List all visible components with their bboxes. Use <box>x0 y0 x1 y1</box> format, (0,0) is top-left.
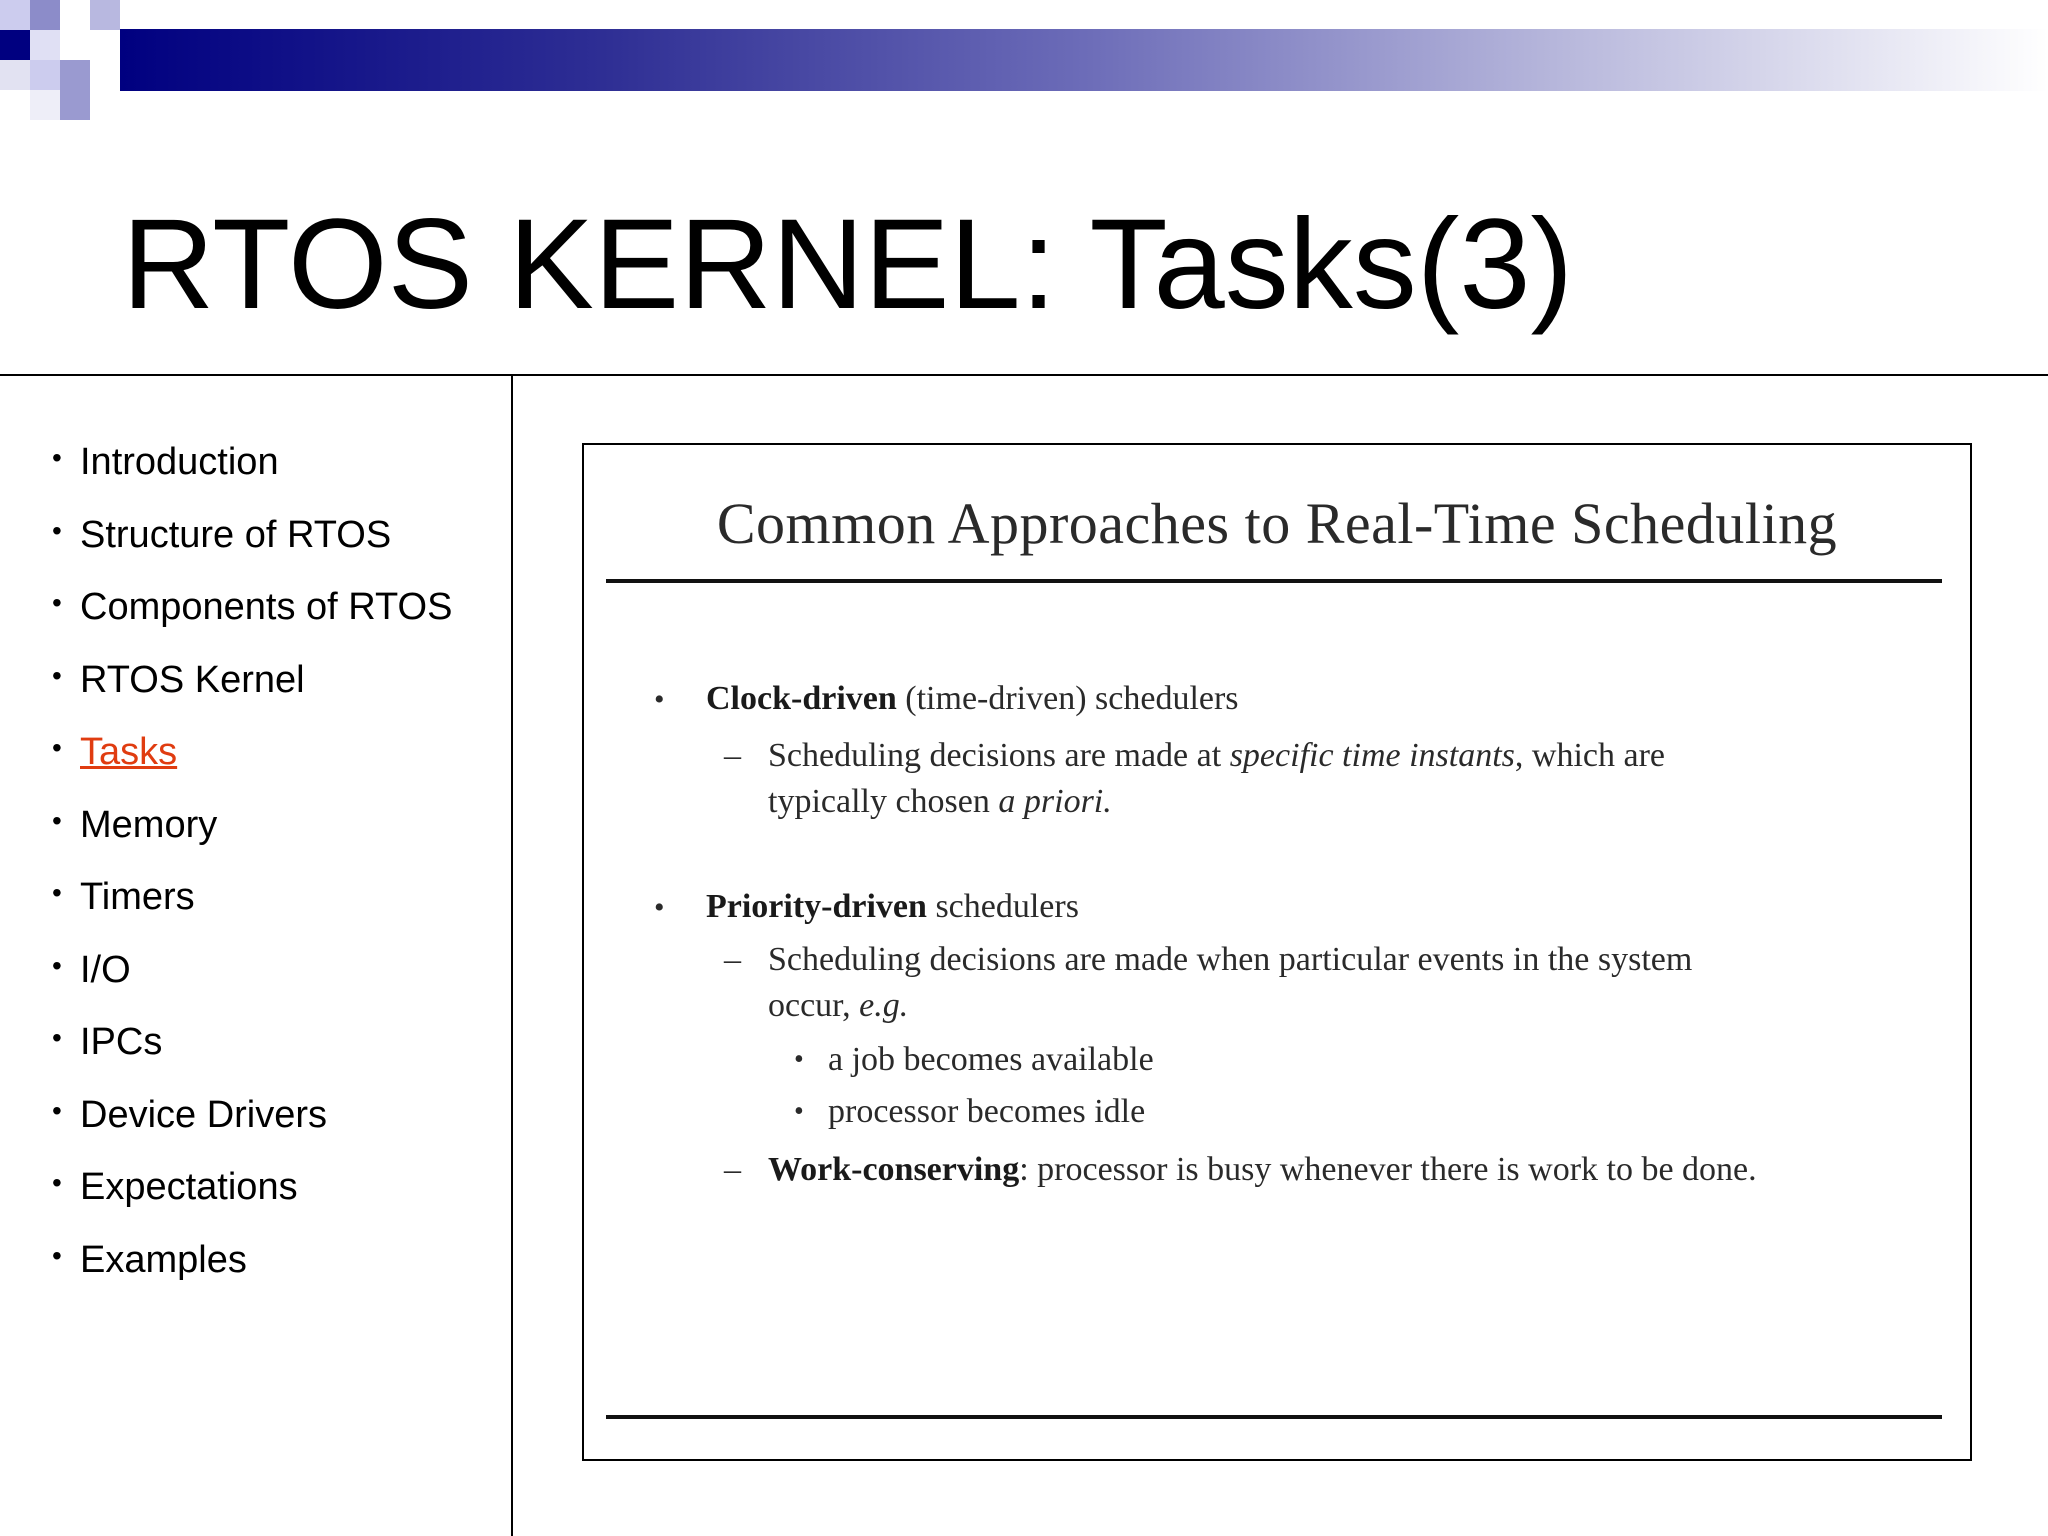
figure-top-rule <box>606 579 1942 583</box>
example-item <box>794 1089 1146 1135</box>
header-banner <box>0 0 2048 125</box>
sidebar-divider <box>511 374 513 1536</box>
tasks-link[interactable]: Tasks <box>80 731 178 773</box>
priority-desc-italic: e.g. <box>859 987 909 1024</box>
nav-item-label: RTOS Kernel <box>80 658 305 701</box>
nav-item-structure <box>52 509 452 582</box>
nav-item-memory <box>52 799 452 872</box>
bullet-icon: • <box>52 1167 62 1198</box>
banner-square <box>0 0 30 30</box>
priority-desc-part: occur, <box>768 987 860 1024</box>
banner-square <box>0 60 30 90</box>
clock-desc-italic: specific time instants <box>1229 737 1515 774</box>
bullet-icon: • <box>794 1096 804 1127</box>
bullet-icon: • <box>52 659 62 691</box>
banner-square <box>30 0 60 30</box>
sidebar-nav <box>52 436 452 1306</box>
nav-item-label: Expectations <box>80 1166 298 1208</box>
clock-driven-description-cont <box>768 779 1112 825</box>
banner-square <box>30 30 60 60</box>
banner-square <box>60 60 90 90</box>
nav-item-label: Memory <box>80 803 218 846</box>
nav-item-kernel <box>52 654 452 727</box>
bullet-icon: • <box>52 514 62 546</box>
nav-item-label: Examples <box>80 1238 247 1281</box>
slide-title: RTOS KERNEL: Tasks(3) <box>122 193 1574 336</box>
banner-square <box>90 0 120 30</box>
nav-item-label: Timers <box>80 876 195 918</box>
clock-desc-part: , which are <box>1514 737 1665 774</box>
priority-driven-bullet <box>654 885 1079 930</box>
nav-item-device-drivers <box>52 1089 452 1162</box>
clock-driven-rest: (time-driven) schedulers <box>896 680 1239 717</box>
priority-driven-rest: schedulers <box>926 888 1079 925</box>
bullet-icon: • <box>794 1044 804 1075</box>
nav-item-label: Device Drivers <box>80 1093 328 1136</box>
nav-item-expectations <box>52 1161 452 1234</box>
bullet-icon: • <box>52 442 62 473</box>
priority-driven-description <box>724 937 1693 983</box>
bullet-icon: • <box>52 804 62 836</box>
banner-square <box>0 30 30 60</box>
banner-gradient-bar <box>120 29 2048 91</box>
bullet-icon: • <box>52 949 62 981</box>
clock-driven-bullet <box>654 677 1239 722</box>
nav-item-label: I/O <box>80 948 131 991</box>
nav-item-io <box>52 944 452 1017</box>
banner-square <box>30 90 60 120</box>
figure-title: Common Approaches to Real-Time Scheduling <box>716 491 1838 556</box>
nav-item-label: Structure of RTOS <box>80 513 392 556</box>
dash-icon: – <box>724 1151 741 1188</box>
priority-desc-part: Scheduling decisions are made when particular events in the system <box>768 941 1693 978</box>
figure-bottom-rule <box>606 1415 1942 1419</box>
scheduling-figure <box>582 443 1972 1461</box>
bullet-icon: • <box>52 587 62 618</box>
nav-item-components <box>52 581 452 654</box>
banner-square <box>90 30 120 60</box>
work-conserving-item <box>724 1147 1757 1193</box>
example-text: a job becomes available <box>828 1041 1154 1078</box>
banner-square <box>60 90 90 120</box>
bullet-icon: • <box>52 732 62 763</box>
nav-item-examples <box>52 1234 452 1307</box>
dash-icon: – <box>724 941 741 978</box>
title-divider <box>0 374 2048 376</box>
work-conserving-rest: : processor is busy whenever there is work to be done. <box>1019 1151 1757 1188</box>
clock-desc-part: Scheduling decisions are made at <box>768 737 1230 774</box>
clock-desc-italic: a priori. <box>998 783 1112 820</box>
priority-driven-term: Priority-driven <box>706 888 927 925</box>
bullet-icon: • <box>52 1022 62 1053</box>
bullet-icon: • <box>654 683 665 716</box>
clock-desc-part: typically chosen <box>768 783 999 820</box>
work-conserving-term: Work-conserving <box>768 1151 1020 1188</box>
nav-item-tasks[interactable] <box>52 726 452 799</box>
bullet-icon: • <box>52 877 62 908</box>
banner-square <box>30 60 60 90</box>
bullet-icon: • <box>52 1094 62 1126</box>
clock-driven-term: Clock-driven <box>706 680 897 717</box>
example-item <box>794 1037 1154 1083</box>
priority-driven-description-cont <box>768 983 908 1029</box>
nav-item-label: IPCs <box>80 1021 163 1063</box>
bullet-icon: • <box>52 1239 62 1271</box>
nav-item-introduction <box>52 436 452 509</box>
example-text: processor becomes idle <box>828 1093 1146 1130</box>
nav-item-timers <box>52 871 452 944</box>
nav-item-label: Components of RTOS <box>80 586 453 628</box>
bullet-icon: • <box>654 891 665 924</box>
nav-item-ipcs <box>52 1016 452 1089</box>
nav-item-label: Introduction <box>80 441 279 483</box>
clock-driven-description <box>724 733 1665 779</box>
dash-icon: – <box>724 737 741 774</box>
